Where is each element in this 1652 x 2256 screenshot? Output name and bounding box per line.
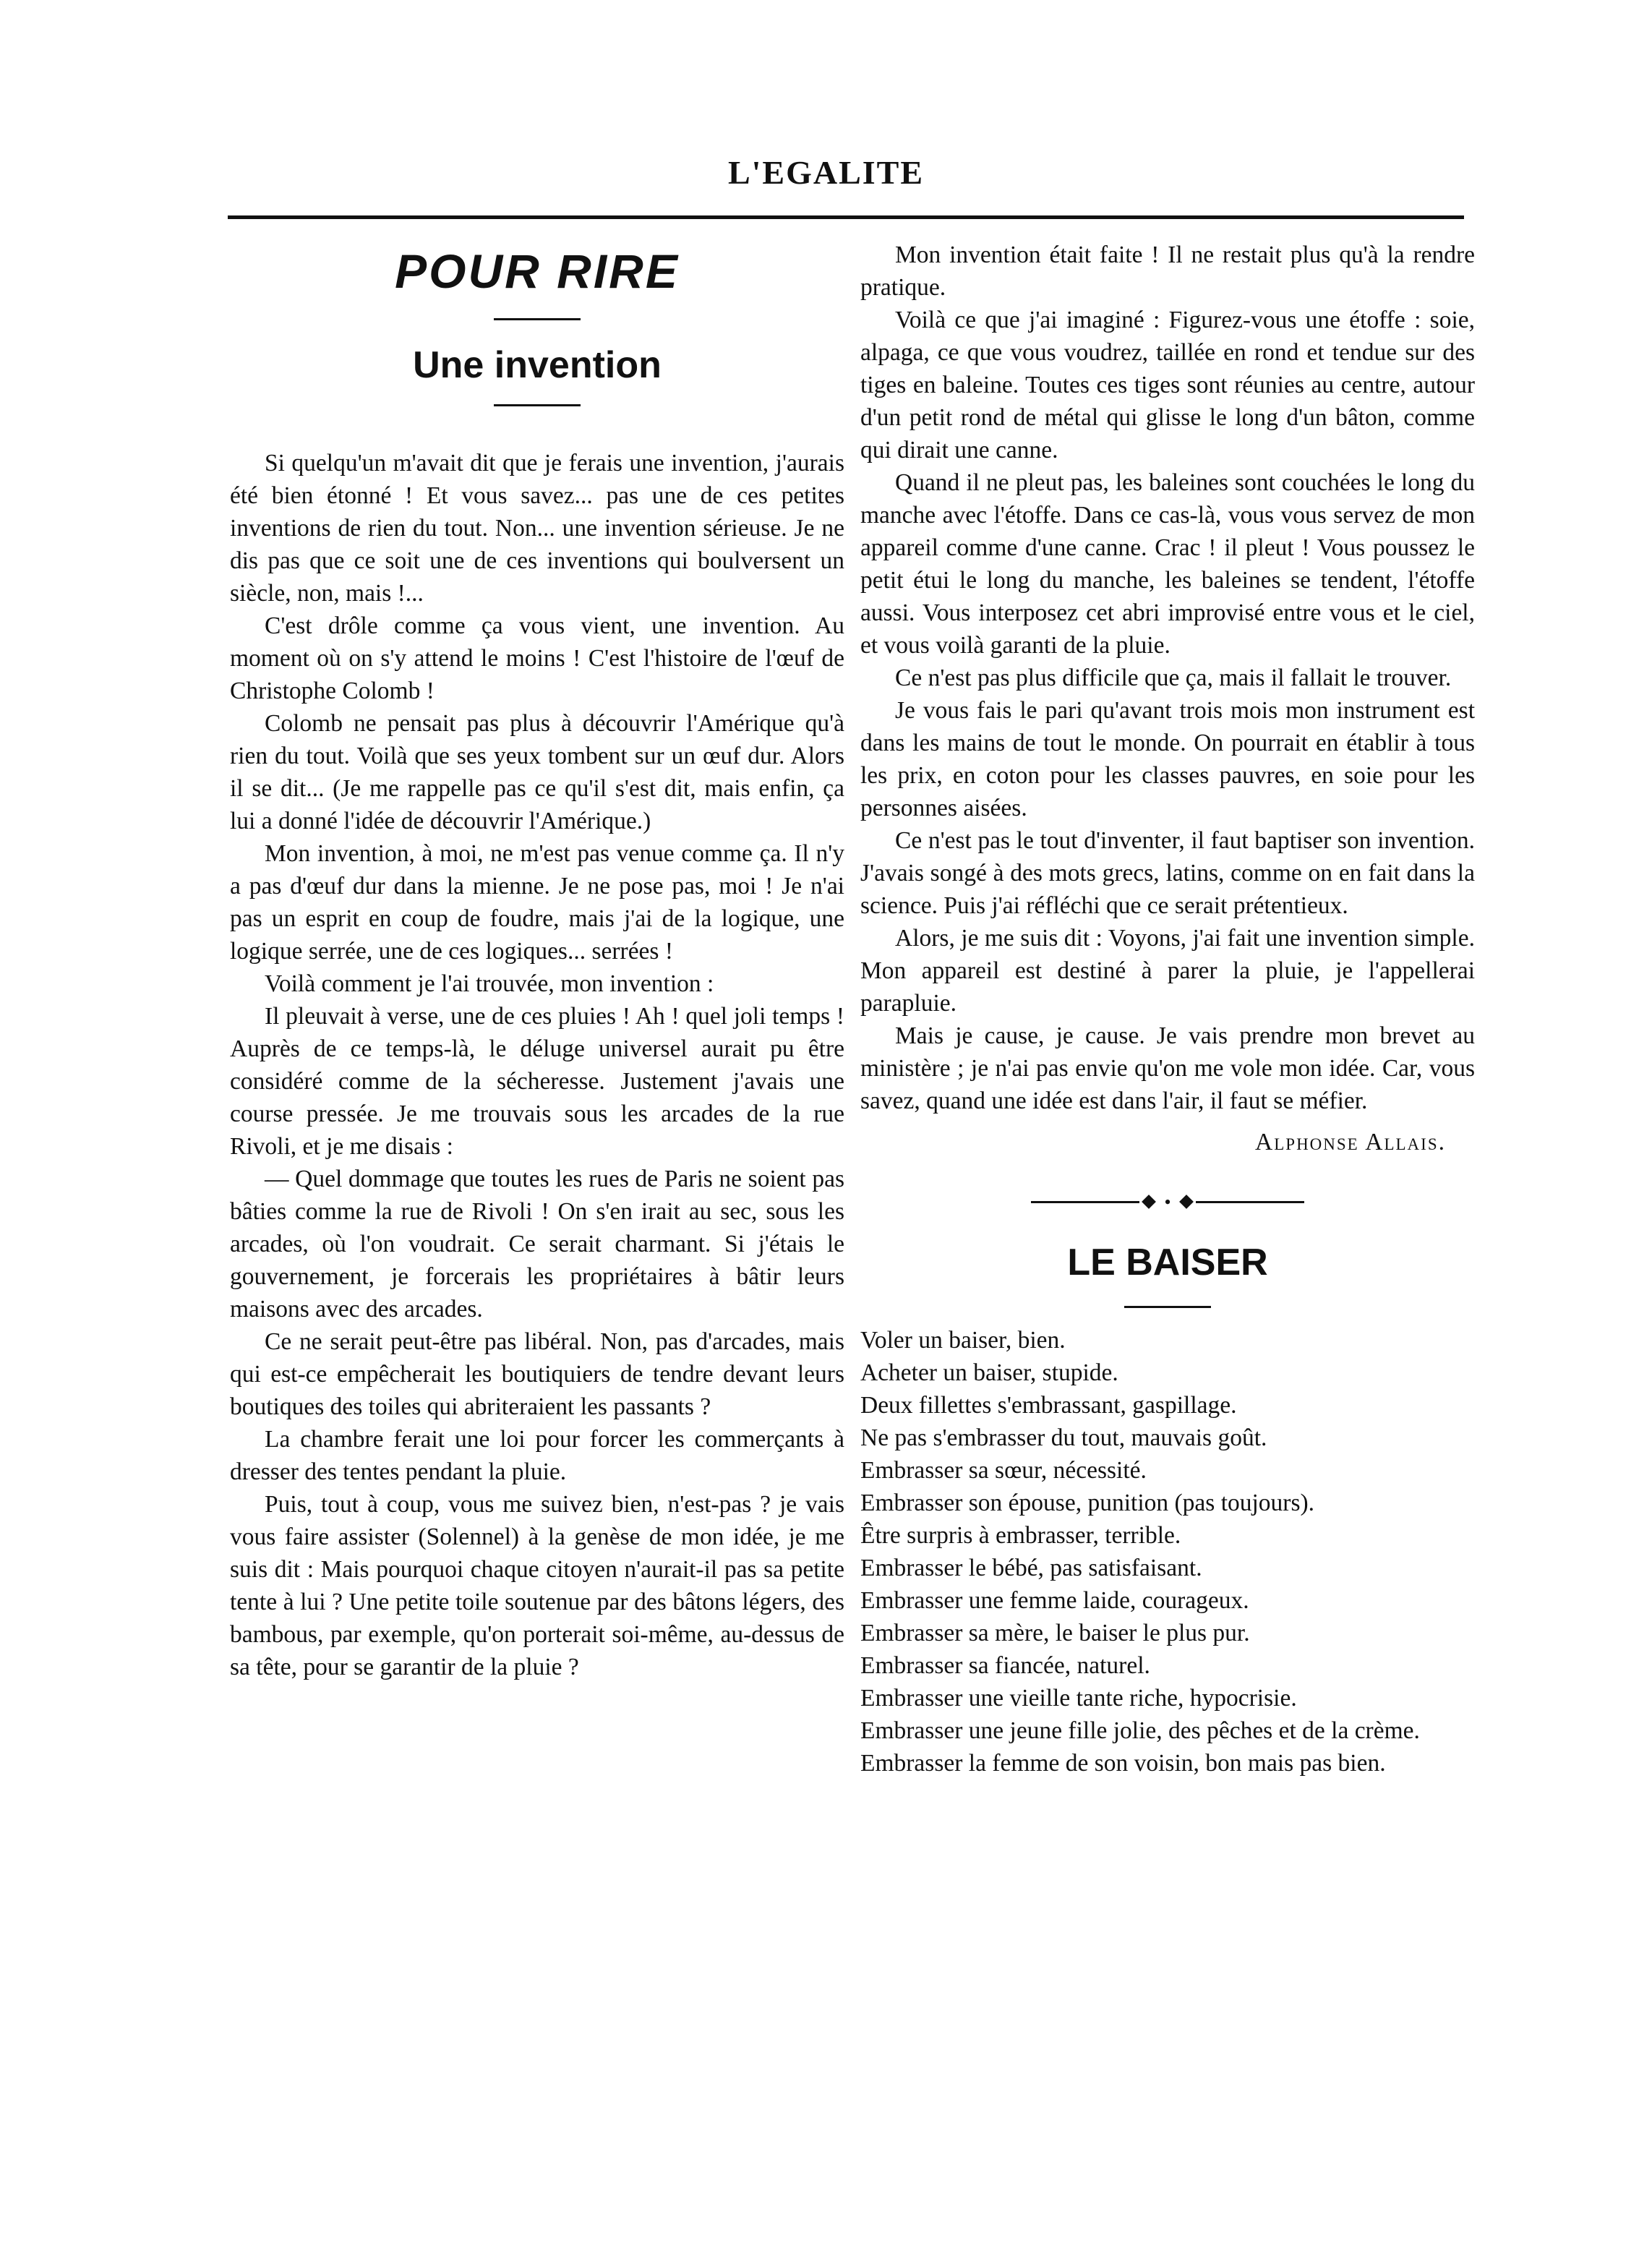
list-item: Deux fillettes s'embrassant, gaspillage. [860, 1392, 1237, 1419]
paragraph: Quand il ne pleut pas, les baleines sont couchées le long du manche avec l'étoffe. Dans ce cas-là, vous vous servez de mon appareil comme d'une canne. Crac ! il pleut ! Vous poussez le petit étui le long du manche, les baleines se tendent, l'étoffe aussi. Vous interposez cet abri improvisé entre vous et le ciel, et vous voilà garanti de la pluie. [860, 469, 1475, 659]
list-item: Embrasser le bébé, pas satisfaisant. [860, 1555, 1202, 1581]
section-title: POUR RIRE [395, 244, 680, 298]
list-item: Embrasser sa mère, le baiser le plus pur. [860, 1620, 1250, 1646]
paragraph: Mais je cause, je cause. Je vais prendre mon brevet au ministère ; je n'ai pas envie qu'on me vole mon idée. Car, vous savez, quand une idée est dans l'air, il faut se méfier. [860, 1022, 1475, 1114]
paragraph: Mon invention était faite ! Il ne restait plus qu'à la rendre pratique. [860, 242, 1475, 301]
paragraph: Ce n'est pas plus difficile que ça, mais il fallait le trouver. [895, 665, 1452, 691]
list-item: Embrasser une vieille tante riche, hypocrisie. [860, 1685, 1297, 1712]
list-item: Embrasser sa fiancée, naturel. [860, 1652, 1150, 1679]
list-item: Embrasser son épouse, punition (pas toujours). [860, 1490, 1315, 1516]
author-signature: Alphonse Allais. [1255, 1129, 1446, 1155]
paragraph: Si quelqu'un m'avait dit que je ferais une invention, j'aurais été bien étonné ! Et vous savez... pas une de ces petites inventions de rien du tout. Non... une invention sérieuse. Je ne dis pas que ce soit une de ces inventions qui boulversent un siècle, non, mais !... [230, 450, 844, 607]
ornament-line-left [1031, 1201, 1139, 1203]
list-item: Embrasser une femme laide, courageux. [860, 1587, 1249, 1614]
ornament-diamond-icon [1179, 1195, 1194, 1209]
list-item: Ne pas s'embrasser du tout, mauvais goût. [860, 1424, 1267, 1451]
list-item: Acheter un baiser, stupide. [860, 1359, 1118, 1386]
baiser-title-divider [1124, 1306, 1211, 1308]
paragraph: Mon invention, à moi, ne m'est pas venue comme ça. Il n'y a pas d'œuf dur dans la mienne. Je ne pose pas, moi ! Je n'ai pas un esprit en coup de foudre, mais j'ai de la logique, une logique serrée, une de ces logiques... serrées ! [230, 840, 844, 965]
list-item: Être surpris à embrasser, terrible. [860, 1522, 1181, 1549]
article-title: Une invention [413, 344, 662, 386]
ornament-line-right [1196, 1201, 1304, 1203]
ornament-diamond-icon [1142, 1195, 1157, 1209]
paragraph: Puis, tout à coup, vous me suivez bien, n'est-pas ? je vais vous faire assister (Solennel) à la genèse de mon idée, je me suis dit : Mais pourquoi chaque citoyen n'aurait-il pas sa petite tente à lui ? Une petite toile soutenue par des bâtons légers, des bambous, par exemple, qu'on porterait soi-même, au-dessus de sa tête, pour se garantir de la pluie ? [230, 1491, 844, 1680]
header-rule [228, 215, 1464, 219]
paragraph: Ce ne serait peut-être pas libéral. Non, pas d'arcades, mais qui est-ce empêcherait les boutiquiers de tendre devant leurs boutiques des toiles qui abriteraient les passants ? [230, 1328, 844, 1420]
paragraph: — Quel dommage que toutes les rues de Paris ne soient pas bâties comme la rue de Rivoli ! On s'en irait au sec, sous les arcades, où l'on voudrait. Ce serait charmant. Si j'étais le gouvernement, je forcerais les propriétaires à bâtir leurs maisons avec des arcades. [230, 1166, 844, 1323]
article-title-divider [494, 404, 581, 406]
list-item: Embrasser sa sœur, nécessité. [860, 1457, 1147, 1484]
paragraph: Alors, je me suis dit : Voyons, j'ai fait une invention simple. Mon appareil est destiné à parer la pluie, je l'appellerai parapluie. [860, 925, 1475, 1017]
right-column [860, 239, 1475, 1779]
left-column [230, 239, 844, 1683]
newspaper-title: L'EGALITE [727, 154, 925, 191]
paragraph: Ce n'est pas le tout d'inventer, il faut baptiser son invention. J'avais songé à des mots grecs, latins, comme on en fait dans la science. Puis j'ai réfléchi que ce serait prétentieux. [860, 827, 1475, 919]
paragraph: Voilà ce que j'ai imaginé : Figurez-vous une étoffe : soie, alpaga, ce que vous voudrez, taillée en rond et tendue sur des tiges en baleine. Toutes ces tiges sont réunies au centre, autour d'un petit rond de métal qui glisse le long d'un bâton, comme qui dirait une canne. [860, 307, 1475, 463]
paragraph: Il pleuvait à verse, une de ces pluies ! Ah ! quel joli temps ! Auprès de ce temps-là, le déluge universel aurait pu être considéré comme de la sécheresse. Justement j'avais une course pressée. Je me trouvais sous les arcades de la rue Rivoli, et je me disais : [230, 1003, 844, 1160]
paragraph: La chambre ferait une loi pour forcer les commerçants à dresser des tentes pendant la pluie. [230, 1426, 844, 1485]
section-ornament [860, 1187, 1475, 1216]
paragraph: Voilà comment je l'ai trouvée, mon invention : [265, 970, 714, 997]
paragraph: C'est drôle comme ça vous vient, une invention. Au moment où on s'y attend le moins ! C'est l'histoire de l'œuf de Christophe Colomb ! [230, 612, 844, 704]
list-item: Voler un baiser, bien. [860, 1327, 1066, 1354]
paragraph: Colomb ne pensait pas plus à découvrir l'Amérique qu'à rien du tout. Voilà que ses yeux tombent sur un œuf dur. Alors il se dit... (Je me rappelle pas ce qu'il s'est dit, mais enfin, ça lui a donné l'idée de découvrir l'Amérique.) [230, 710, 844, 834]
baiser-title: LE BAISER [1067, 1242, 1268, 1283]
ornament-dot-icon: • [1164, 1191, 1171, 1213]
list-item: Embrasser la femme de son voisin, bon mais pas bien. [860, 1750, 1386, 1777]
paragraph: Je vous fais le pari qu'avant trois mois mon instrument est dans les mains de tout le monde. On pourrait en établir à tous les prix, en coton pour les classes pauvres, en soie pour les personnes aisées. [860, 697, 1475, 821]
title-divider [494, 318, 581, 320]
list-item: Embrasser une jeune fille jolie, des pêches et de la crème. [860, 1717, 1420, 1744]
baiser-list [860, 1324, 1475, 1779]
